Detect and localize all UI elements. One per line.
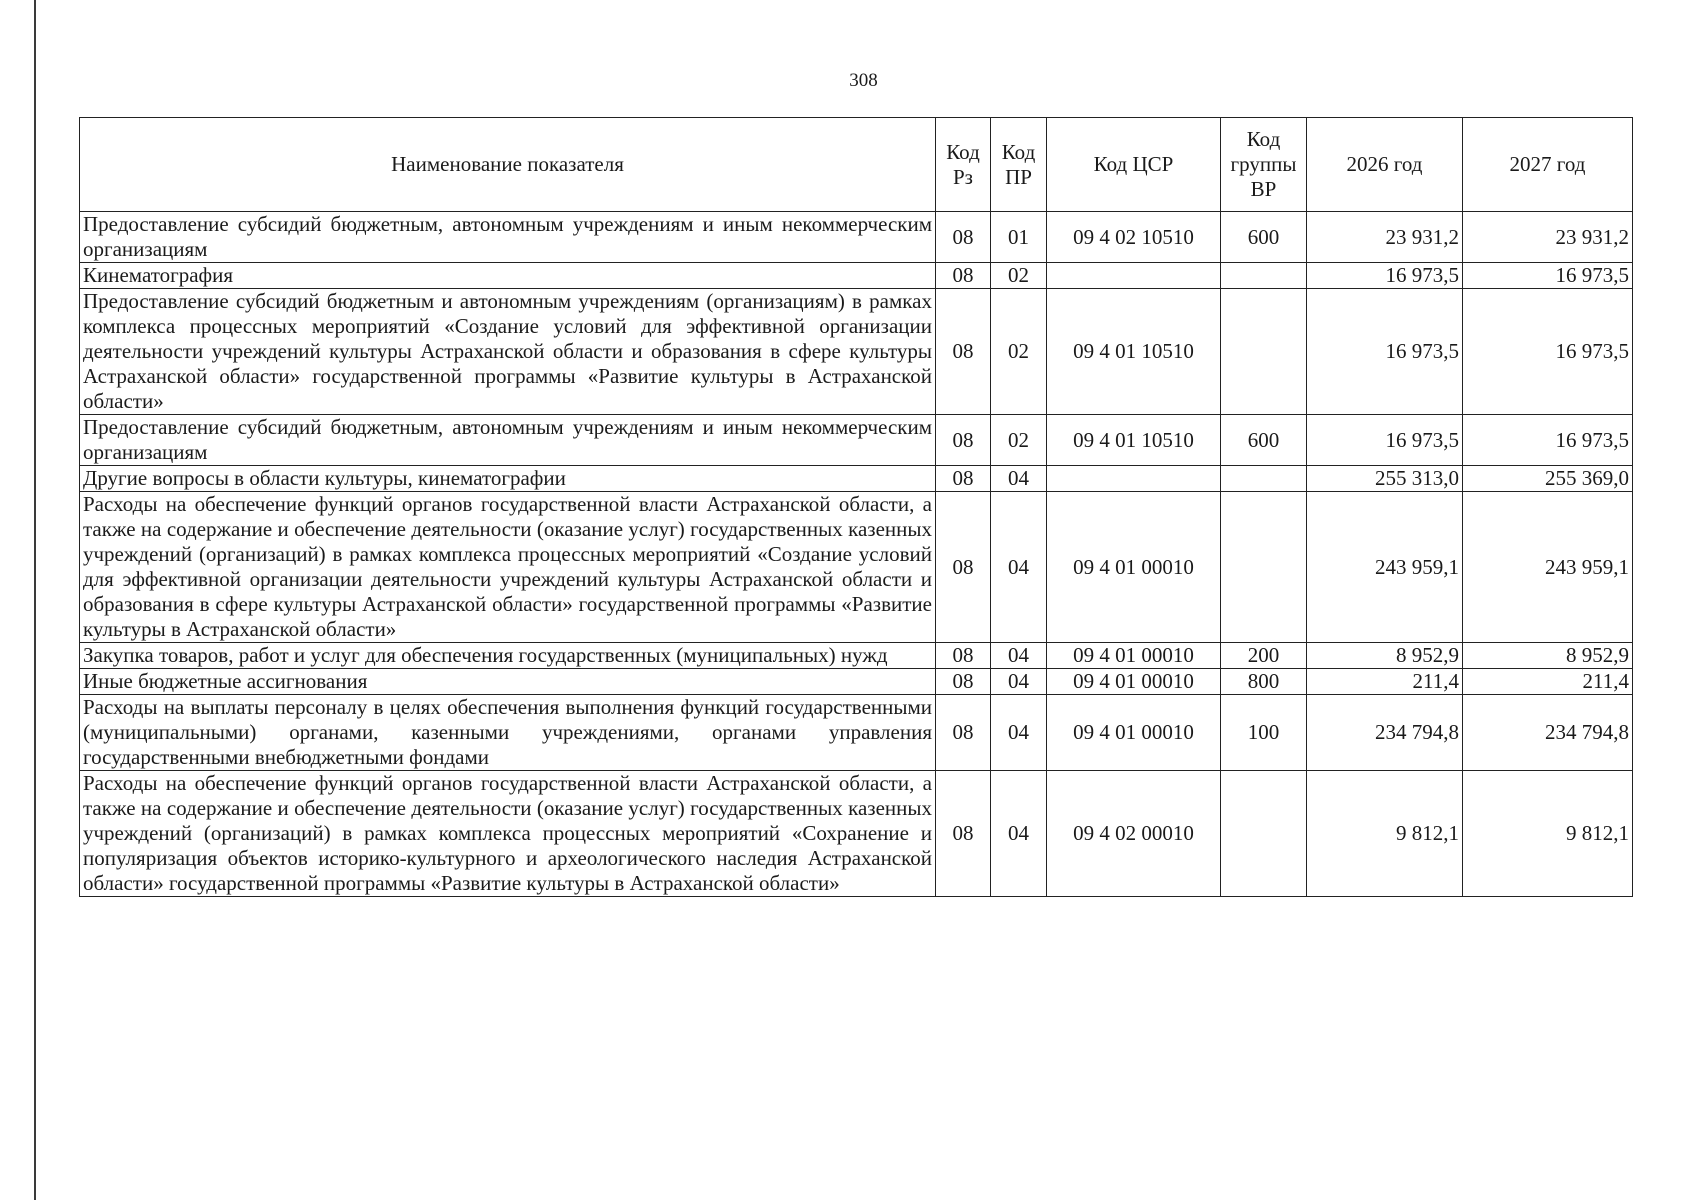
table-row (80, 695, 1633, 771)
cell-name: Предоставление субсидий бюджетным и автономным учреждениям (организациям) в рамках комплекса процессных мероприятий «Создание условий для эффективной организации деятельности учреждений культуры Астраханской области и образования в сфере культуры Астраханской области» государственной программы «Развитие культуры в Астраханской области» (80, 289, 936, 415)
cell-vr (1221, 771, 1307, 897)
cell-vr (1221, 466, 1307, 492)
cell-name: Другие вопросы в области культуры, кинематографии (80, 466, 936, 492)
header-csr: Код ЦСР (1047, 118, 1221, 212)
cell-vr: 100 (1221, 695, 1307, 771)
cell-csr: 09 4 01 00010 (1047, 492, 1221, 643)
margin-line (34, 0, 36, 1200)
cell-csr: 09 4 01 10510 (1047, 415, 1221, 466)
table-body (80, 212, 1633, 897)
cell-2026: 243 959,1 (1307, 492, 1463, 643)
cell-csr: 09 4 01 00010 (1047, 643, 1221, 669)
page-number: 308 (849, 70, 878, 91)
cell-pr: 04 (991, 771, 1047, 897)
cell-name: Расходы на обеспечение функций органов государственной власти Астраханской области, а также на содержание и обеспечение деятельности (оказание услуг) государственных казенных учреждений (организаций) в рамках комплекса процессных мероприятий «Сохранение и популяризация объектов историко-культурного и археологического наследия Астраханской области» государственной программы «Развитие культуры в Астраханской области» (80, 771, 936, 897)
cell-rz: 08 (936, 643, 991, 669)
cell-2027: 8 952,9 (1463, 643, 1633, 669)
cell-2026: 8 952,9 (1307, 643, 1463, 669)
cell-2026: 16 973,5 (1307, 415, 1463, 466)
cell-rz: 08 (936, 669, 991, 695)
cell-csr: 09 4 01 00010 (1047, 695, 1221, 771)
cell-2027: 211,4 (1463, 669, 1633, 695)
cell-rz: 08 (936, 771, 991, 897)
table-row (80, 669, 1633, 695)
cell-vr (1221, 263, 1307, 289)
header-2026: 2026 год (1307, 118, 1463, 212)
cell-2026: 16 973,5 (1307, 289, 1463, 415)
cell-csr: 09 4 02 00010 (1047, 771, 1221, 897)
table-row (80, 263, 1633, 289)
header-name: Наименование показателя (80, 118, 936, 212)
table-row (80, 466, 1633, 492)
cell-name: Расходы на выплаты персоналу в целях обеспечения выполнения функций государственными (муниципальными) органами, казенными учреждениями, органами управления государственными внебюджетными фондами (80, 695, 936, 771)
cell-2026: 234 794,8 (1307, 695, 1463, 771)
cell-name: Предоставление субсидий бюджетным, автономным учреждениям и иным некоммерческим организациям (80, 415, 936, 466)
cell-vr (1221, 492, 1307, 643)
cell-pr: 04 (991, 492, 1047, 643)
cell-2027: 255 369,0 (1463, 466, 1633, 492)
cell-2026: 9 812,1 (1307, 771, 1463, 897)
cell-csr (1047, 263, 1221, 289)
cell-2026: 16 973,5 (1307, 263, 1463, 289)
cell-pr: 04 (991, 643, 1047, 669)
cell-pr: 04 (991, 669, 1047, 695)
cell-rz: 08 (936, 415, 991, 466)
cell-csr: 09 4 01 00010 (1047, 669, 1221, 695)
cell-csr (1047, 466, 1221, 492)
cell-name: Кинематография (80, 263, 936, 289)
table-row (80, 492, 1633, 643)
cell-2027: 16 973,5 (1463, 415, 1633, 466)
table-row (80, 289, 1633, 415)
cell-name: Предоставление субсидий бюджетным, автономным учреждениям и иным некоммерческим организациям (80, 212, 936, 263)
header-vr: Код группы ВР (1221, 118, 1307, 212)
header-row (80, 118, 1633, 212)
cell-pr: 02 (991, 289, 1047, 415)
cell-pr: 02 (991, 415, 1047, 466)
cell-2027: 16 973,5 (1463, 263, 1633, 289)
header-2027: 2027 год (1463, 118, 1633, 212)
cell-name: Закупка товаров, работ и услуг для обеспечения государственных (муниципальных) нужд (80, 643, 936, 669)
cell-csr: 09 4 02 10510 (1047, 212, 1221, 263)
cell-pr: 04 (991, 695, 1047, 771)
cell-2027: 234 794,8 (1463, 695, 1633, 771)
cell-rz: 08 (936, 466, 991, 492)
cell-pr: 04 (991, 466, 1047, 492)
cell-rz: 08 (936, 263, 991, 289)
cell-rz: 08 (936, 212, 991, 263)
table-row (80, 415, 1633, 466)
cell-vr: 600 (1221, 415, 1307, 466)
table-row (80, 212, 1633, 263)
cell-2027: 23 931,2 (1463, 212, 1633, 263)
budget-table (79, 117, 1633, 897)
cell-vr: 600 (1221, 212, 1307, 263)
cell-vr: 800 (1221, 669, 1307, 695)
cell-2027: 16 973,5 (1463, 289, 1633, 415)
cell-rz: 08 (936, 289, 991, 415)
cell-name: Расходы на обеспечение функций органов государственной власти Астраханской области, а также на содержание и обеспечение деятельности (оказание услуг) государственных казенных учреждений (организаций) в рамках комплекса процессных мероприятий «Создание условий для эффективной организации деятельности учреждений культуры Астраханской области и образования в сфере культуры Астраханской области» государственной программы «Развитие культуры в Астраханской области» (80, 492, 936, 643)
table-row (80, 771, 1633, 897)
header-pr: Код ПР (991, 118, 1047, 212)
cell-pr: 01 (991, 212, 1047, 263)
cell-2026: 255 313,0 (1307, 466, 1463, 492)
cell-2026: 211,4 (1307, 669, 1463, 695)
cell-name: Иные бюджетные ассигнования (80, 669, 936, 695)
cell-2027: 9 812,1 (1463, 771, 1633, 897)
cell-csr: 09 4 01 10510 (1047, 289, 1221, 415)
cell-rz: 08 (936, 695, 991, 771)
cell-2026: 23 931,2 (1307, 212, 1463, 263)
cell-2027: 243 959,1 (1463, 492, 1633, 643)
cell-vr (1221, 289, 1307, 415)
cell-rz: 08 (936, 492, 991, 643)
cell-vr: 200 (1221, 643, 1307, 669)
cell-pr: 02 (991, 263, 1047, 289)
header-rz: Код Рз (936, 118, 991, 212)
table-row (80, 643, 1633, 669)
